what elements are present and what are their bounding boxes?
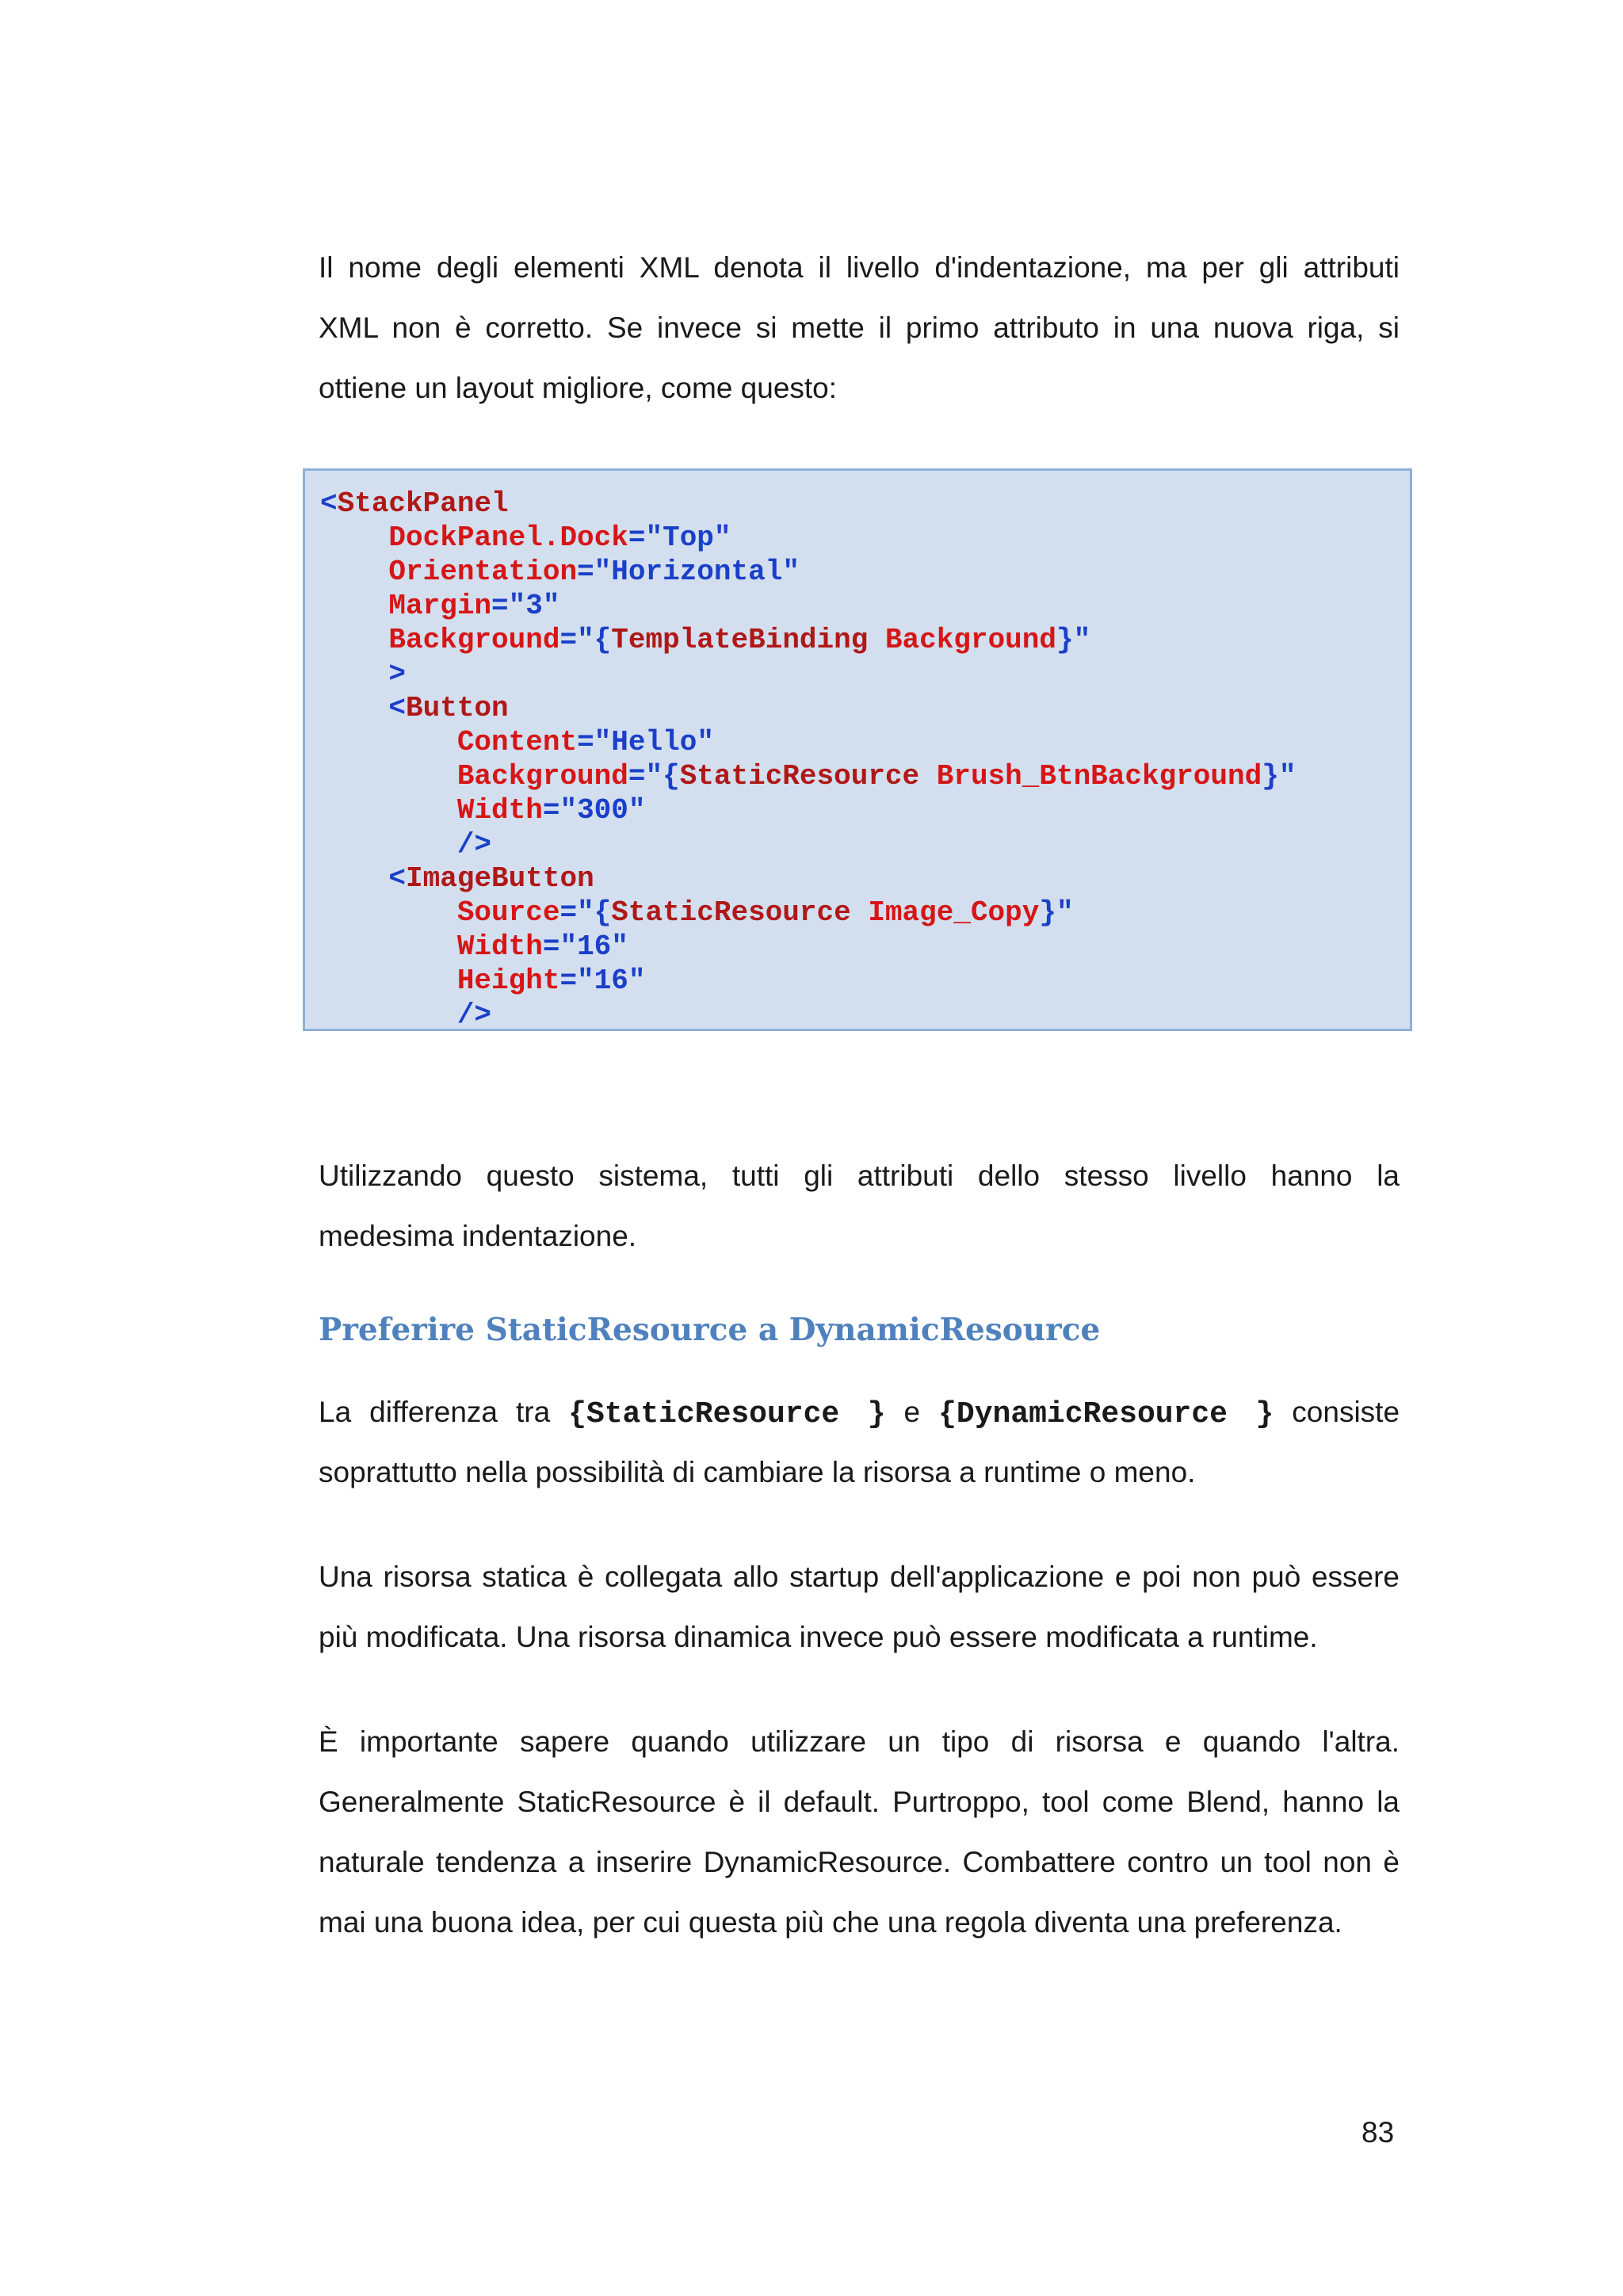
intro-line-3: ottiene un layout migliore, come questo: (319, 372, 838, 404)
indentation-line-1: Utilizzando questo sistema, tutti gli attributi dello stesso livello hanno la (319, 1159, 1400, 1192)
indentation-paragraph (319, 1146, 1400, 1266)
code-line: Content="Hello" (456, 726, 714, 758)
preference-line-3: naturale tendenza a inserire DynamicResource. Combattere contro un tool non è (319, 1846, 1400, 1878)
code-line: Width="300" (456, 794, 646, 827)
code-line: /> (456, 999, 492, 1031)
preference-line-1: È importante sapere quando utilizzare un tipo di risorsa e quando l'altra. (319, 1725, 1400, 1758)
section-heading: Preferire StaticResource a DynamicResource (319, 1312, 1101, 1348)
intro-line-1: Il nome degli elementi XML denota il livello d'indentazione, ma per gli attributi (319, 251, 1400, 284)
code-line: Background="{TemplateBinding Background}" (388, 624, 1091, 656)
code-line: > (388, 658, 407, 690)
static-line-1: Una risorsa statica è collegata allo startup dell'applicazione e poi non può essere (319, 1561, 1400, 1593)
code-line: DockPanel.Dock="Top" (388, 521, 731, 554)
code-line: Width="16" (456, 930, 628, 963)
code-line: Source="{StaticResource Image_Copy}" (456, 896, 1074, 929)
code-line: <Button (388, 692, 509, 724)
indentation-line-2: medesima indentazione. (319, 1220, 637, 1252)
difference-line-1: La differenza tra {StaticResource } e {DynamicResource } consiste (319, 1396, 1400, 1431)
code-line: Orientation="Horizontal" (388, 556, 800, 588)
difference-paragraph (319, 1382, 1400, 1503)
code-line: <StackPanel (320, 487, 509, 520)
code-line: Background="{StaticResource Brush_BtnBackground}" (456, 760, 1296, 793)
code-line: <ImageButton (388, 862, 594, 895)
static-line-2: più modificata. Una risorsa dinamica invece può essere modificata a runtime. (319, 1621, 1318, 1653)
difference-line-2: soprattutto nella possibilità di cambiare la risorsa a runtime o meno. (319, 1456, 1196, 1488)
preference-line-4: mai una buona idea, per cui questa più che una regola diventa una preferenza. (319, 1906, 1342, 1939)
static-resource-code: {StaticResource } (568, 1397, 886, 1431)
xaml-code-block (303, 468, 1412, 1031)
preference-line-2: Generalmente StaticResource è il default. Purtroppo, tool come Blend, hanno la (319, 1786, 1400, 1818)
preference-paragraph (319, 1712, 1400, 1953)
intro-line-2: XML non è corretto. Se invece si mette il primo attributo in una nuova riga, si (319, 311, 1400, 344)
page-number: 83 (1361, 2116, 1395, 2149)
code-line: Height="16" (456, 965, 646, 997)
intro-paragraph (319, 238, 1400, 418)
dynamic-resource-code: {DynamicResource } (938, 1397, 1274, 1431)
code-line: /> (456, 828, 492, 861)
static-resource-paragraph (319, 1547, 1400, 1668)
code-line: Margin="3" (388, 590, 560, 622)
